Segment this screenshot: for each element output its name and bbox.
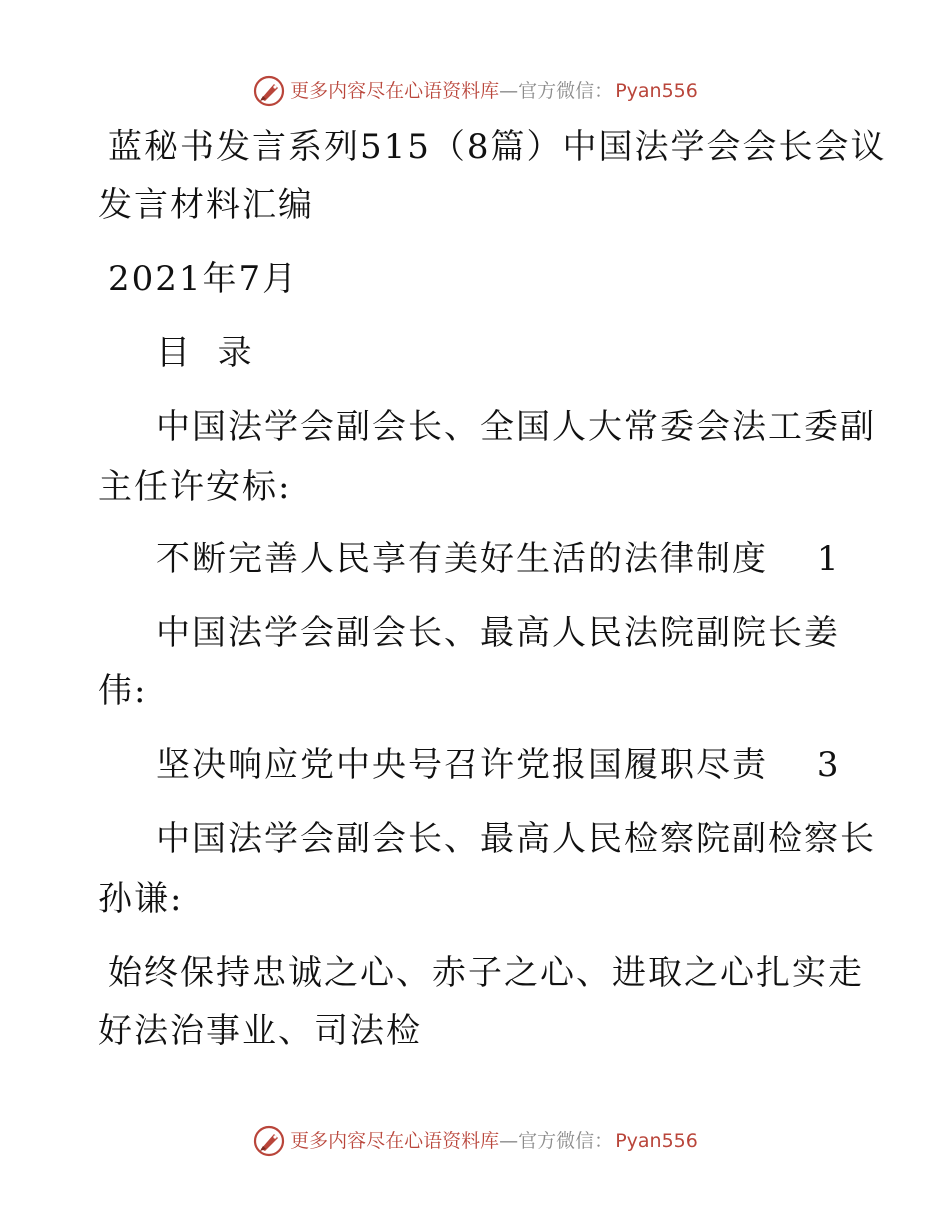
- watermark-site-text: 更多内容尽在心语资料库: [290, 1130, 500, 1152]
- header-watermark: [0, 74, 950, 108]
- toc-entry-1-speaker-line-1: 中国法学会副会长、全国人大常委会法工委副: [156, 407, 876, 447]
- toc-entry-2-topic-text: 坚决响应党中央号召许党报国履职尽责: [156, 745, 768, 785]
- watermark-wechat-id: Pyan556: [615, 1130, 698, 1152]
- document-date: 2021年7月: [108, 259, 299, 299]
- footer-watermark: [0, 1124, 950, 1158]
- toc-entry-3-speaker-line-1: 中国法学会副会长、最高人民检察院副检察长: [156, 819, 876, 859]
- watermark-site-text: 更多内容尽在心语资料库: [290, 80, 500, 102]
- toc-heading: 目 录: [156, 333, 254, 373]
- toc-entry-2-topic[interactable]: [156, 744, 840, 786]
- toc-entry-1-page-number: 1: [816, 539, 841, 579]
- document-title-line-2: 发言材料汇编: [98, 185, 314, 225]
- toc-entry-1-speaker-line-2: 主任许安标:: [98, 467, 292, 507]
- toc-entry-2-speaker-line-1: 中国法学会副会长、最高人民法院副院长姜: [156, 613, 840, 653]
- document-title-line-1: 蓝秘书发言系列515（8篇）中国法学会会长会议: [108, 127, 887, 167]
- toc-entry-3-topic-line-2[interactable]: 好法治事业、司法检: [98, 1011, 422, 1051]
- toc-entry-2-speaker-line-2: 伟:: [98, 671, 148, 711]
- watermark-official-text: —官方微信：: [499, 1130, 614, 1152]
- pen-nib-logo-icon: [252, 74, 286, 108]
- watermark-official-text: —官方微信：: [499, 80, 614, 102]
- toc-entry-3-topic-line-1[interactable]: 始终保持忠诚之心、赤子之心、进取之心扎实走: [108, 953, 864, 993]
- toc-entry-1-topic-text: 不断完善人民享有美好生活的法律制度: [156, 539, 768, 579]
- pen-nib-logo-icon: [252, 1124, 286, 1158]
- toc-entry-2-page-number: 3: [816, 745, 841, 785]
- toc-entry-3-speaker-line-2: 孙谦:: [98, 879, 184, 919]
- toc-entry-1-topic[interactable]: [156, 538, 840, 580]
- watermark-wechat-id: Pyan556: [615, 80, 698, 102]
